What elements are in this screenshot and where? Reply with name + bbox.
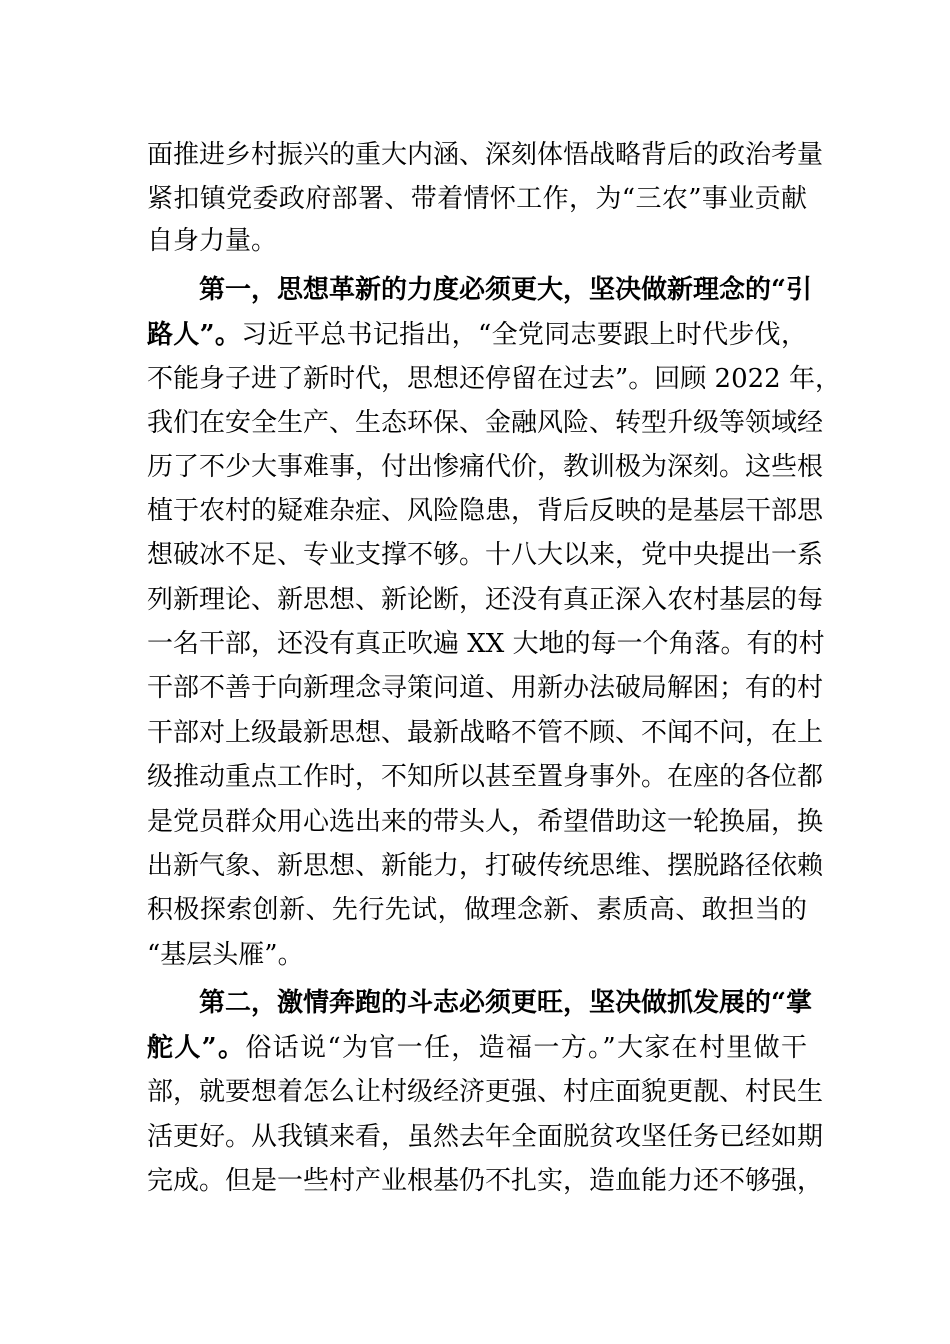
text-line [147,539,824,571]
body-text: 出新气象、新思想、新能力，打破传统思维、摆脱路径依赖 [147,851,824,881]
text-line [147,139,824,171]
text-line [147,407,824,439]
text-line [147,183,807,215]
body-text: 自身力量。 [147,226,278,256]
body-text: 部，就要想着怎么让村级经济更强、村庄面貌更靓、村民生 [147,1077,824,1107]
text-line [147,225,807,257]
body-text: “基层头雁”。 [147,940,304,970]
text-line [147,1076,824,1108]
body-text: 完成。但是一些村产业根基仍不扎实，造血能力还不够强， [147,1166,824,1196]
bold-text: 第一，思想革新的力度必须更大，坚决做新理念的“引 [199,275,812,305]
body-text: 活更好。从我镇来看，虽然去年全面脱贫攻坚任务已经如期 [147,1122,824,1152]
text-line [147,850,824,882]
text-line [147,363,841,395]
body-text: 面推进乡村振兴的重大内涵、深刻体悟战略背后的政治考量 [147,140,824,170]
bold-text: 第二，激情奔跑的斗志必须更旺，坚决做抓发展的“掌 [199,988,812,1018]
body-text: 植于农村的疑难杂症、风险隐患，背后反映的是基层干部思 [147,496,824,526]
text-line [147,939,807,971]
text-line [147,495,824,527]
body-text: 习近平总书记指出，“全党同志要跟上时代步伐， [241,320,807,350]
body-text: 俗话说“为官一任，造福一方。”大家在村里做干 [245,1033,807,1063]
text-line [147,1032,807,1064]
text-line [147,1165,824,1197]
section-heading-line [199,274,812,306]
body-text: 想破冰不足、专业支撑不够。十八大以来，党中央提出一系 [147,540,824,570]
body-text: 干部对上级最新思想、最新战略不管不顾、不闻不问，在上 [147,718,824,748]
body-text: 我们在安全生产、生态环保、金融风险、转型升级等领域经 [147,408,824,438]
text-line [147,894,807,926]
body-text: 级推动重点工作时，不知所以甚至置身事外。在座的各位都 [147,762,824,792]
text-line [147,1121,824,1153]
body-text: 是党员群众用心选出来的带头人，希望借助这一轮换届，换 [147,807,824,837]
body-text: 积极探索创新、先行先试，做理念新、素质高、敢担当的 [147,895,807,925]
text-line [147,451,824,483]
section-heading-line [199,987,812,1019]
body-text: 不能身子进了新时代，思想还停留在过去”。回顾 2022 年， [147,364,841,394]
body-text: 列新理论、新思想、新论断，还没有真正深入农村基层的每 [147,585,824,615]
text-line [147,761,824,793]
text-line [147,717,824,749]
body-text: 干部不善于向新理念寻策问道、用新办法破局解困；有的村 [147,673,824,703]
bold-text: 路人”。 [147,320,242,350]
text-line [147,628,825,660]
text-line [147,672,824,704]
body-text: 一名干部，还没有真正吹遍 XX 大地的每一个角落。有的村 [147,629,825,659]
text-line [147,584,824,616]
text-line [147,319,807,351]
text-line [147,806,824,838]
body-text: 历了不少大事难事，付出惨痛代价，教训极为深刻。这些根 [147,452,824,482]
body-text: 紧扣镇党委政府部署、带着情怀工作，为“三农”事业贡献 [147,184,807,214]
bold-text: 舵人”。 [147,1033,246,1063]
